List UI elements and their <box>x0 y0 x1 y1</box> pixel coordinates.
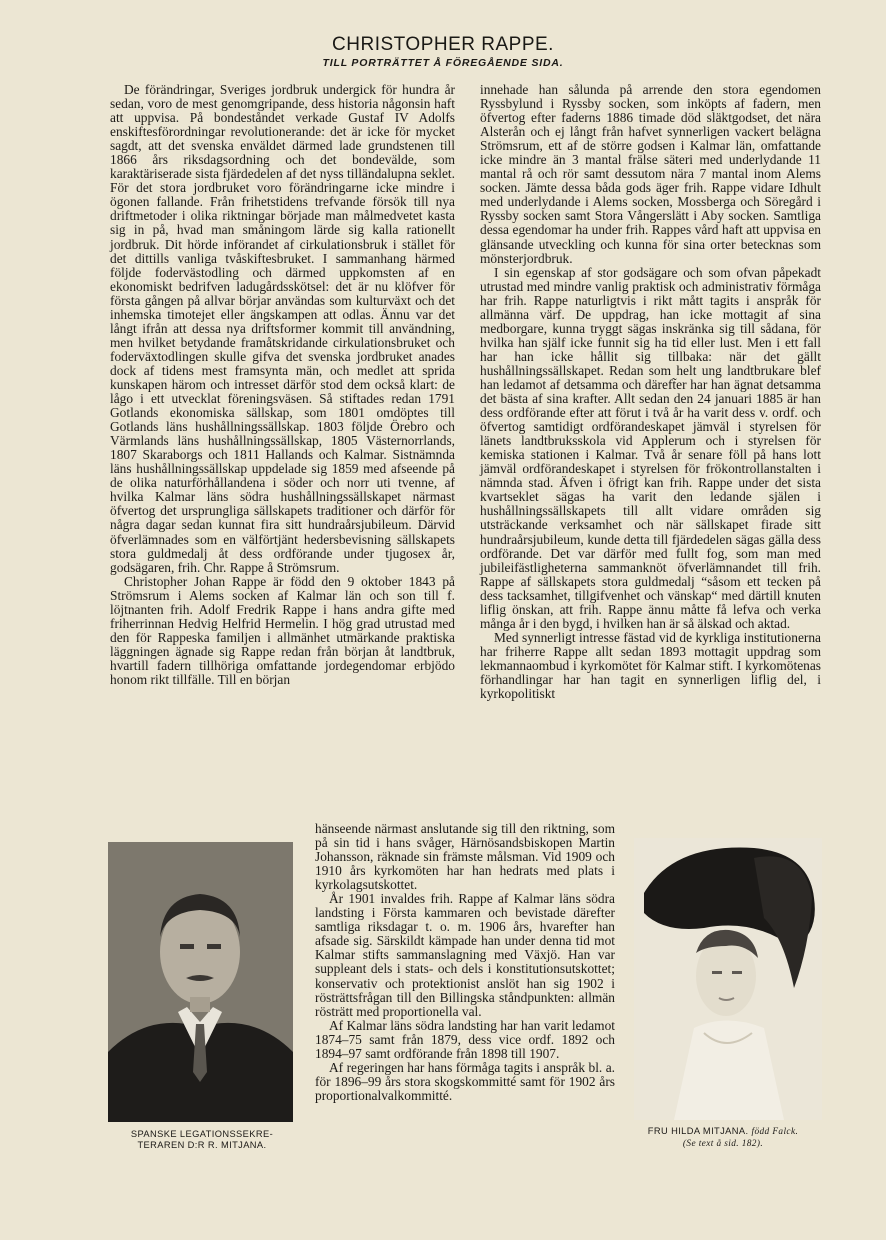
article-title: CHRISTOPHER RAPPE. <box>332 34 554 55</box>
paragraph: De förändringar, Sveriges jordbruk undergick för hundra år sedan, voro de mest genomgripande, dess historia någonsin haft att uppvisa. På bondeståndet verkade Gustaf IV Adolfs enskiftesförordningar revolutionerande: det är icke för mycket sagdt, att det svenska enväldet därmed lade grundstenen till 1866 års riksdagsordning och det bondevälde, som karaktäriserade sista fjärdedelen af det nyss tilländalupna seklet. För det stora jordbruket voro förändringarne icke mindre i ögonen fallande. Från frihetstidens trefvande försök till nya driftmetoder i olika riktningar började man målmedvetet kasta sig in på, hvad man småningom lärde sig kalla rationellt jordbruk. Dit hörde införandet af cirkulationsbruk i stället för det dittills vanliga tvåskiftesbruket. I sammanhang härmed följde fodervästodling och därmed uppkomsten af en ekonomiskt bedrifven ladugårdsskötsel: det är nu klöfver för första gången på allvar börjar användas som kulturväxt och det inhemska timotejet eller ängskampen att odlas. Ännu var det långt ifrån att dessa nya driftsformer kommit till användning, men hvilket betydande framåtskridande cirkulationsbruket och foderväxtodlingen skulle gifva det svenska jordbruket anades dock af tidens mest framsynta män, och medlet att sprida kunskapen härom och intresset därför stod dem också klart: de lågo i ett utvecklat föreningsväsen. Så stiftades redan 1791 Gotlands ekonomiska sällskap, som 1801 omdöptes till Gotlands läns hushållningssällskap. 1803 följde Örebro och Värmlands läns hushållningssällskap, 1805 Västernorrlands, 1807 Skaraborgs och 1811 Hallands och Kalmar. Sistnämnda läns hushållningssällskap uppdelade sig 1859 med afseende på de olika naturförhållandena i söder och norr uti tvenne, af hvilka Kalmar läns södra hushållningssällskapet närmast öfvertog det ursprungliga sällskapets traditioner och därför för några dagar sedan kunnat fira sitt hundraårsjubileum. Därvid öfverlämnades som en välförtjänt hedersbevisning sällskapets stora guldmedalj åt dess ordförande under tjugosex år, godsägaren, frih. Chr. Rappe å Strömsrum. <box>110 82 455 575</box>
photo-caption-right <box>618 1126 828 1150</box>
paragraph: Christopher Johan Rappe är född den 9 oktober 1843 på Strömsrum i Alems socken af Kalmar län och son till f. löjtnanten frih. Adolf Fredrik Rappe i hans andra gifte med friherrinnan Hedvig Helfrid Hermelin. I hög grad utrustad med den för Rappeska familjen i allmänhet utmärkande praktiska läggningen ägnade sig Rappe redan från början åt landtbruk, hvartill fadern tillhöriga omfattande jordegendomar erbjödo honom rikt tillfälle. Till en början <box>110 573 455 687</box>
caption-maiden-name: född Falck. <box>751 1127 799 1137</box>
photo-caption-left <box>108 1129 296 1151</box>
portrait-photo-hilda-mitjana <box>634 838 822 1120</box>
caption-line <box>618 1138 828 1150</box>
paragraph: innehade han sålunda på arrende den stora egendomen Ryssbylund i Ryssby socken, som inköpts af fadern, men öfvertog efter faderns 1886 timade död släktgodset, det nära Alsterån och ej långt från hafvet synnerligen vackert belägna Strömsrum, ett af de större godsen i Kalmar län, omfattande icke mindre än 3 mantal frälse säteri med underlydande 11 mantal rå och rör samt dessutom nära 7 mantal inom Alems socken. Jämte dessa båda gods äger frih. Rappe vidare Idhult med underlydande i Alems socken, Mossberga och Söregård i Ryssby socken samt Stora Vångerslätt i Aby socken. Samtliga dessa egendomar ha under frih. Rappes vård haft att uppvisa en glänsande utveckling och kunna för sina orter betecknas som mönsterjordbruk. <box>480 82 821 266</box>
caption-line <box>618 1126 828 1138</box>
left-text-column <box>110 83 455 687</box>
paragraph: Af regeringen har hans förmåga tagits i anspråk bl. a. för 1896–99 års stora skogskommitté samt för 1902 års proportionalvalkommitté. <box>315 1059 615 1103</box>
paragraph: Med synnerligt intresse fästad vid de kyrkliga institutionerna har friherre Rappe allt sedan 1893 mottagit uppdrag som lekmannaombud i kyrkomötet för Kalmar stift. I kyrkomötenas förhandlingar har han tagit en synnerligen liflig del, i kyrkopolitiskt <box>480 629 821 702</box>
portrait-photo-mitjana <box>108 842 293 1122</box>
paragraph: I sin egenskap af stor godsägare och som ofvan påpekadt utrustad med mindre vanlig praktisk och administrativ förmåga har frih. Rappe naturligtvis i rikt mått tagits i anspråk för allmänna värf. De uppdrag, han icke mottagit af sina medborgare, kunna tryggt sägas inskränka sig till sådana, för hvilka han själf icke funnit sig ha tid eller lust. Men i ett fall har han icke hållit sig tillbaka: när det gällt hushållningssällskapet. Redan som helt ung landtbrukare blef han ledamot af detsamma och däreft̃er har han ägnat detsamma det bästa af sina krafter. Allt sedan den 24 januari 1885 är han dess ordförande efter att förut i två år ha varit dess v. ordf. och öfvertog samtidigt ordförandeskapet jämväl i styrelsen för länets landtbruksskola vid Applerum och i styrelsen för kemiska stationen i Kalmar. Två år senare föll på hans lott jämväl ordförandeskapet i styrelsen för frökontrollanstalten i nämnda stad. Äfven i öfrigt kan frih. Rappe under det sista kvartseklet sägas ha varit den ledande själen i hushållningssällskapets till allt vidare områden sig utsträckande verksamhet och när sällskapet firade sitt hundraårsjubileum, kunde detta till fjärdedelen sägas gälla dess ordförande. Det var därför med fullt fog, som man med jubileifästligheterna sammanknöt öfverlämnandet till frih. Rappe af sällskapets stora guldmedalj “såsom ett tecken på dess tacksamhet, tillgifvenhet och vänskap“ med därtill knuten liflig önskan, att frih. Rappe ännu måtte få lefva och verka många år i den bygd, i hvilken han är så älskad och aktad. <box>480 264 821 631</box>
paragraph: hänseende närmast anslutande sig till den riktning, som på sin tid i hans svåger, Härnösandsbiskopen Martin Johansson, räknade sin främste målsman. Vid 1909 och 1910 års kyrkomöten har han hedrats med plats i kyrkolagsutskottet. <box>315 821 615 893</box>
caption-line: SPANSKE LEGATIONSSEKRE- <box>130 1129 274 1139</box>
paragraph: År 1901 invaldes frih. Rappe af Kalmar läns södra landsting i Första kammaren och bevistade därefter samtliga riksdagar t. o. m. 1906 års, hvarefter han afsade sig. Särskildt kämpade han under denna tid mot Kalmar stifts sammanslagning med Växjö. Han var suppleant dels i stats- och dels i konstitutionsutskottet; konservativ och protektionist anslöt han sig 1902 i rösträttsfrågan till den Billingska ståndpunkten: allmän rösträtt med proportionella val. <box>315 891 615 1019</box>
caption-line: TERAREN D:R R. MITJANA. <box>137 1140 267 1150</box>
middle-text-column <box>315 822 615 1103</box>
woman-portrait-image <box>634 838 822 1120</box>
caption-name: FRU HILDA MITJANA. <box>647 1126 749 1136</box>
article-subtitle: TILL PORTRÄTTET Å FÖREGÅENDE SIDA. <box>322 57 564 69</box>
right-text-column <box>480 83 821 701</box>
man-portrait-image <box>108 842 293 1122</box>
paragraph: Af Kalmar läns södra landsting har han varit ledamot 1874–75 samt från 1879, dess vice ordf. 1892 och 1894–97 samt ordförande från 1898 till 1907. <box>315 1017 615 1061</box>
caption-reference: (Se text å sid. 182). <box>682 1139 764 1149</box>
